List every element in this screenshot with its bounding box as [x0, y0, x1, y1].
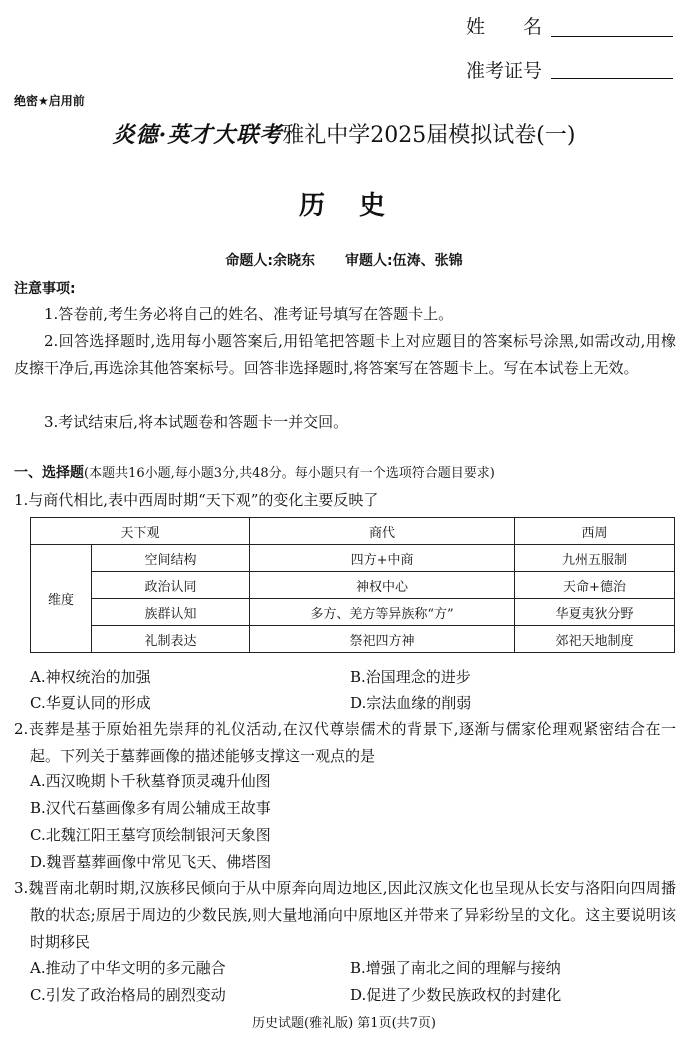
q1-table: [30, 517, 675, 653]
table-cell: 多方、羌方等异族称“方”: [250, 599, 515, 626]
q3-option-b[interactable]: B.增强了南北之间的理解与接纳: [350, 959, 561, 977]
name-label: 姓 名: [466, 16, 543, 38]
table-cell: 天命+德治: [515, 572, 675, 599]
table-cell: 神权中心: [250, 572, 515, 599]
section-title: 一、选择题: [14, 465, 84, 481]
section-heading: [14, 460, 676, 487]
table-cell: 空间结构: [92, 545, 250, 572]
q1-option-c[interactable]: C.华夏认同的形成: [30, 694, 151, 712]
q1-option-b[interactable]: B.治国理念的进步: [350, 668, 471, 686]
note-item-3: 3.考试结束后,将本试题卷和答题卡一并交回。: [44, 413, 349, 431]
note-item-2: 2.回答选择题时,选用每小题答案后,用铅笔把答题卡上对应题目的答案标号涂黑,如需改动,用橡皮擦干净后,再选涂其他答案标号。回答非选择题时,将答案写在答题卡上。写在本试卷上无效。: [14, 332, 676, 377]
table-cell: 华夏夷狄分野: [515, 599, 675, 626]
exam-id-field: [466, 56, 542, 83]
row-group-cell: 维度: [31, 545, 92, 653]
table-row: [31, 545, 675, 572]
q2-option-b[interactable]: B.汉代石墓画像多有周公辅成王故事: [30, 799, 271, 817]
table-cell: 礼制表达: [92, 626, 250, 653]
name-blank-line[interactable]: [551, 36, 673, 37]
q1-option-d[interactable]: D.宗法血缘的削弱: [350, 694, 472, 712]
q2-stem: 2.丧葬是基于原始祖先崇拜的礼仪活动,在汉代尊崇儒术的背景下,逐渐与儒家伦理观紧密结合在一起。下列关于墓葬画像的描述能够支撑这一观点的是: [14, 720, 676, 765]
title-rest: 雅礼中学2025届模拟试卷(一): [282, 123, 576, 148]
q3-option-a[interactable]: A.推动了中华文明的多元融合: [30, 959, 226, 977]
table-header-cell: 西周: [515, 518, 675, 545]
table-cell: 九州五服制: [515, 545, 675, 572]
reviewer: 审题人:伍涛、张锦: [345, 253, 463, 269]
table-header-row: [31, 518, 675, 545]
secret-mark: 绝密★启用前: [14, 94, 85, 108]
q3-stem: 3.魏晋南北朝时期,汉族移民倾向于从中原奔向周边地区,因此汉族文化也呈现从长安与洛阳向四周播散的状态;原居于周边的少数民族,则大量地涌向中原地区并带来了异彩纷呈的文化。这主要说明该时期移民: [14, 879, 676, 951]
q1-option-a[interactable]: A.神权统治的加强: [30, 668, 151, 686]
table-row: [31, 572, 675, 599]
notes-heading: 注意事项:: [14, 281, 76, 297]
note-item-1: 1.答卷前,考生务必将自己的姓名、准考证号填写在答题卡上。: [44, 305, 454, 323]
q2-option-d[interactable]: D.魏晋墓葬画像中常见飞天、佛塔图: [30, 853, 272, 871]
q2-option-a[interactable]: A.西汉晚期卜千秋墓脊顶灵魂升仙图: [30, 772, 271, 790]
table-cell: 祭祀四方神: [250, 626, 515, 653]
authors-line: [0, 250, 688, 270]
table-header-cell: 天下观: [31, 518, 250, 545]
exam-title: [0, 118, 688, 149]
section-instruction: (本题共16小题,每小题3分,共48分。每小题只有一个选项符合题目要求): [84, 466, 495, 481]
page-footer: 历史试题(雅礼版) 第1页(共7页): [252, 1016, 436, 1031]
setter: 命题人:余晓东: [225, 253, 315, 269]
table-cell: 族群认知: [92, 599, 250, 626]
name-field: [466, 12, 542, 39]
table-row: [31, 599, 675, 626]
q2-option-c[interactable]: C.北魏江阳王墓穹顶绘制银河天象图: [30, 826, 271, 844]
exam-id-blank-line[interactable]: [551, 78, 673, 79]
exam-id-label: 准考证号: [466, 60, 543, 82]
subject-title: 历史: [298, 191, 419, 221]
q3-option-d[interactable]: D.促进了少数民族政权的封建化: [350, 986, 562, 1004]
table-cell: 四方+中商: [250, 545, 515, 572]
table-row: [31, 626, 675, 653]
table-header-cell: 商代: [250, 518, 515, 545]
title-brand: 炎德·英才大联考: [112, 122, 283, 148]
q3-option-c[interactable]: C.引发了政治格局的剧烈变动: [30, 986, 226, 1004]
table-cell: 政治认同: [92, 572, 250, 599]
q1-stem: 1.与商代相比,表中西周时期“天下观”的变化主要反映了: [14, 491, 379, 509]
table-cell: 郊祀天地制度: [515, 626, 675, 653]
